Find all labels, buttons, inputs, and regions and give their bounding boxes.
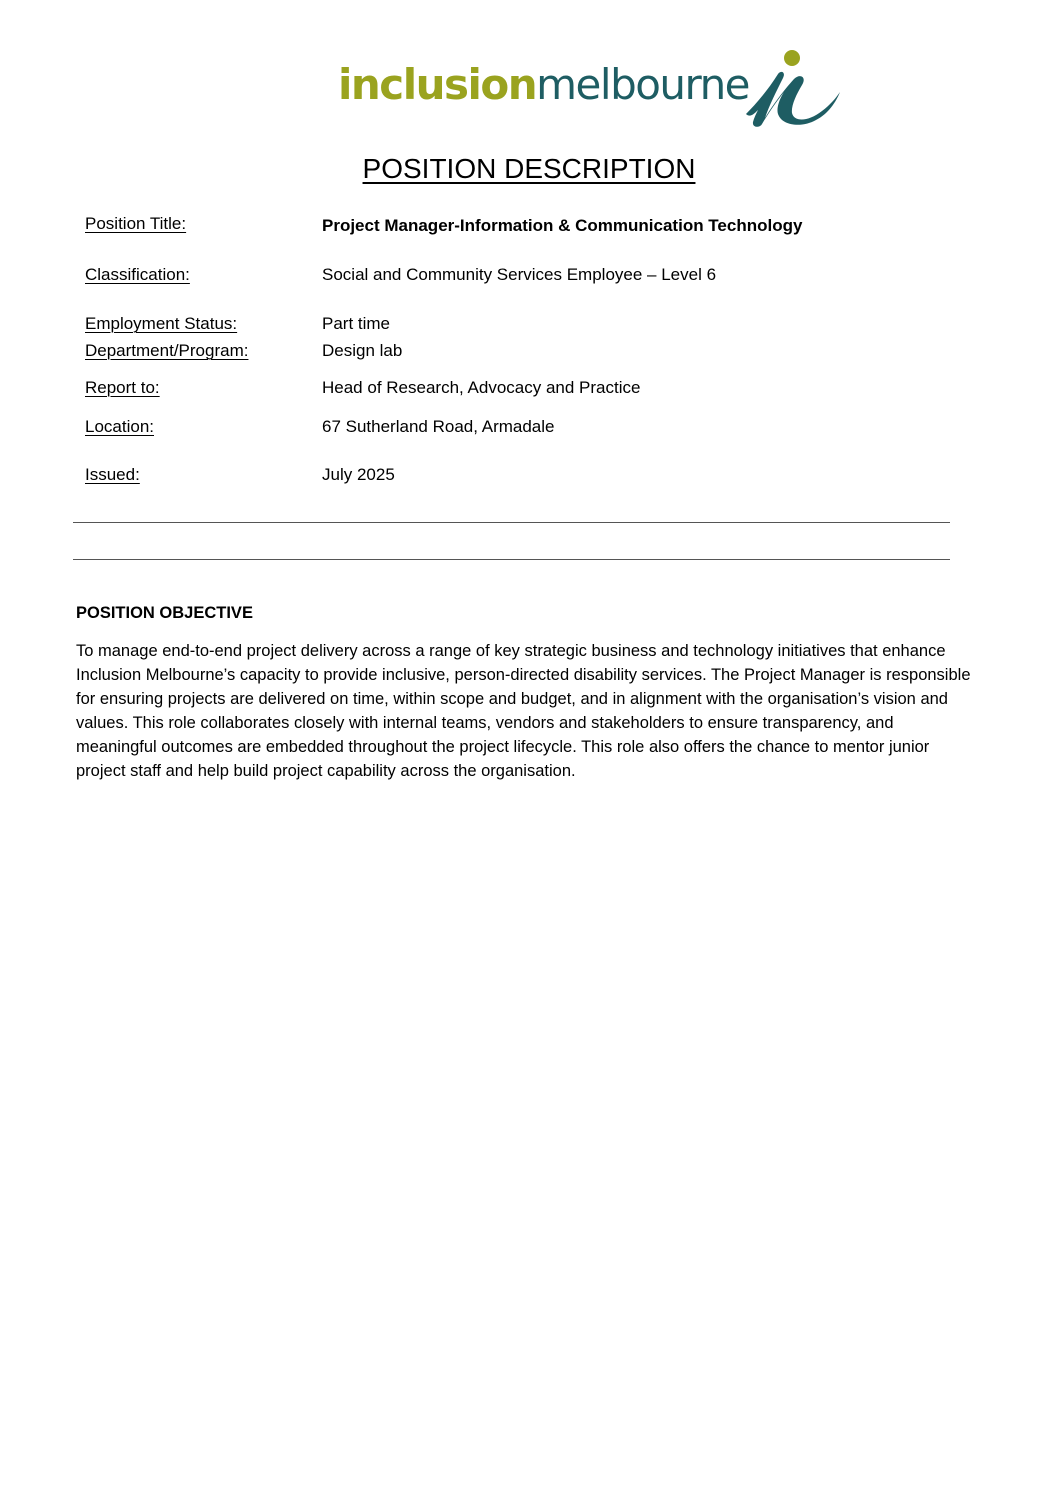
department-program-label: Department/Program: [85, 341, 249, 360]
position-title-label: Position Title: [85, 214, 187, 233]
divider-top [73, 522, 950, 523]
document-title [0, 151, 1058, 187]
issued-value: July 2025 [322, 465, 395, 484]
classification-label: Classification: [85, 265, 190, 284]
employment-status-value: Part time [322, 314, 391, 333]
logo-wordmark [338, 60, 750, 109]
location-value: 67 Sutherland Road, Armadale [322, 417, 555, 436]
divider-bottom [73, 559, 950, 560]
department-program-value: Design lab [322, 341, 403, 360]
position-objective-heading: POSITION OBJECTIVE [76, 604, 253, 622]
employment-status-label: Employment Status: [85, 314, 238, 333]
logo-wordmark-inclusion: inclusion [338, 60, 537, 109]
logo-wordmark-melbourne: melbourne [536, 60, 750, 109]
position-objective-text: To manage end-to-end project delivery across a range of key strategic business and technology initiatives that enhance Inclusion Melbourne’s capacity to provide inclusive, person-directed disability services. The Project Manager is responsible for ensuring projects are delivered on time, within scope and budget, and in alignment with the organisation’s vision and values. This role collaborates closely with internal teams, vendors and stakeholders to ensure transparency, and meaningful outcomes are embedded throughout the project lifecycle. This role also offers the chance to mentor junior project staff and help build project capability across the organisation. [76, 642, 971, 780]
logo-mark-icon [742, 48, 844, 128]
location-label: Location: [85, 417, 154, 436]
issued-label: Issued: [85, 465, 140, 484]
report-to-value: Head of Research, Advocacy and Practice [322, 378, 641, 397]
classification-value: Social and Community Services Employee – Level 6 [322, 265, 717, 284]
report-to-label: Report to: [85, 378, 160, 397]
organisation-logo [338, 48, 848, 134]
document-title-text: POSITION DESCRIPTION [362, 153, 696, 184]
position-title-value: Project Manager-Information & Communication Technology [322, 216, 803, 235]
